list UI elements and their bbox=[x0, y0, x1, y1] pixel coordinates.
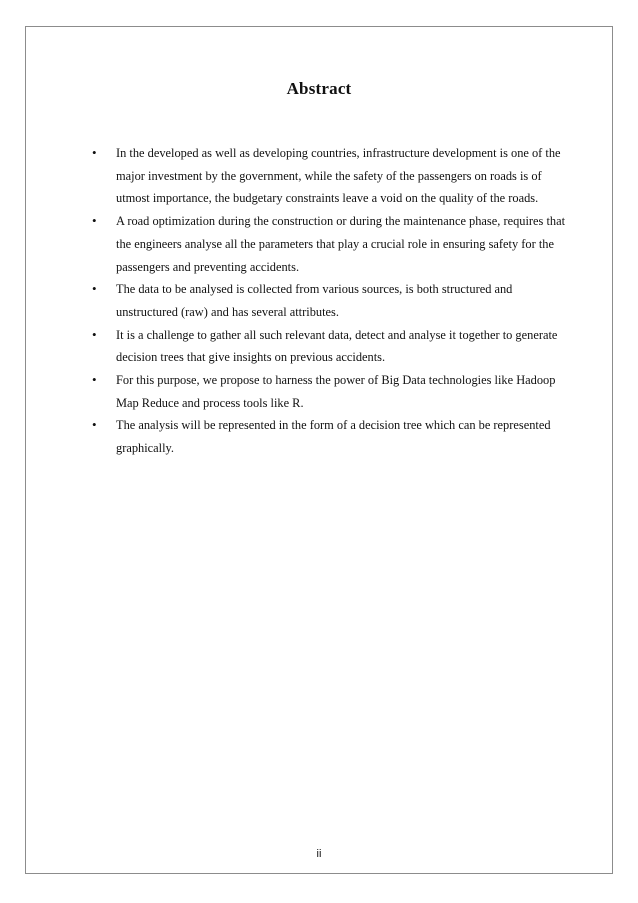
bullet-text: For this purpose, we propose to harness the power of Big Data technologies like Hadoop Map Reduce and process tools like R. bbox=[116, 373, 556, 410]
list-item bbox=[92, 210, 572, 278]
list-item bbox=[92, 414, 572, 459]
list-item bbox=[92, 324, 572, 369]
page-title: Abstract bbox=[286, 79, 352, 98]
bullet-icon: • bbox=[92, 145, 97, 160]
bullet-text: It is a challenge to gather all such relevant data, detect and analyse it together to generate decision trees that give insights on previous accidents. bbox=[116, 327, 558, 365]
bullet-text: In the developed as well as developing countries, infrastructure development is one of the major investment by the government, while the safety of the passengers on roads is of utmost importance, the budgetary constraints leave a void on the quality of the roads. bbox=[116, 146, 561, 206]
bullet-icon: • bbox=[92, 417, 97, 433]
bullet-text: A road optimization during the construction or during the maintenance phase, requires that the engineers analyse all the parameters that play a crucial role in ensuring safety for the passengers and preventing accidents. bbox=[116, 214, 566, 274]
bullet-icon: • bbox=[92, 213, 97, 229]
list-item bbox=[92, 278, 572, 323]
page-number: ii bbox=[316, 848, 322, 860]
list-item bbox=[92, 369, 572, 414]
abstract-bullet-list bbox=[92, 142, 572, 460]
bullet-text: The analysis will be represented in the form of a decision tree which can be represented graphically. bbox=[116, 418, 551, 456]
bullet-icon: • bbox=[92, 281, 97, 297]
list-item bbox=[92, 142, 572, 210]
bullet-icon: • bbox=[92, 372, 97, 388]
bullet-text: The data to be analysed is collected from various sources, is both structured and unstructured (raw) and has several attributes. bbox=[116, 282, 513, 319]
bullet-icon: • bbox=[92, 326, 97, 342]
